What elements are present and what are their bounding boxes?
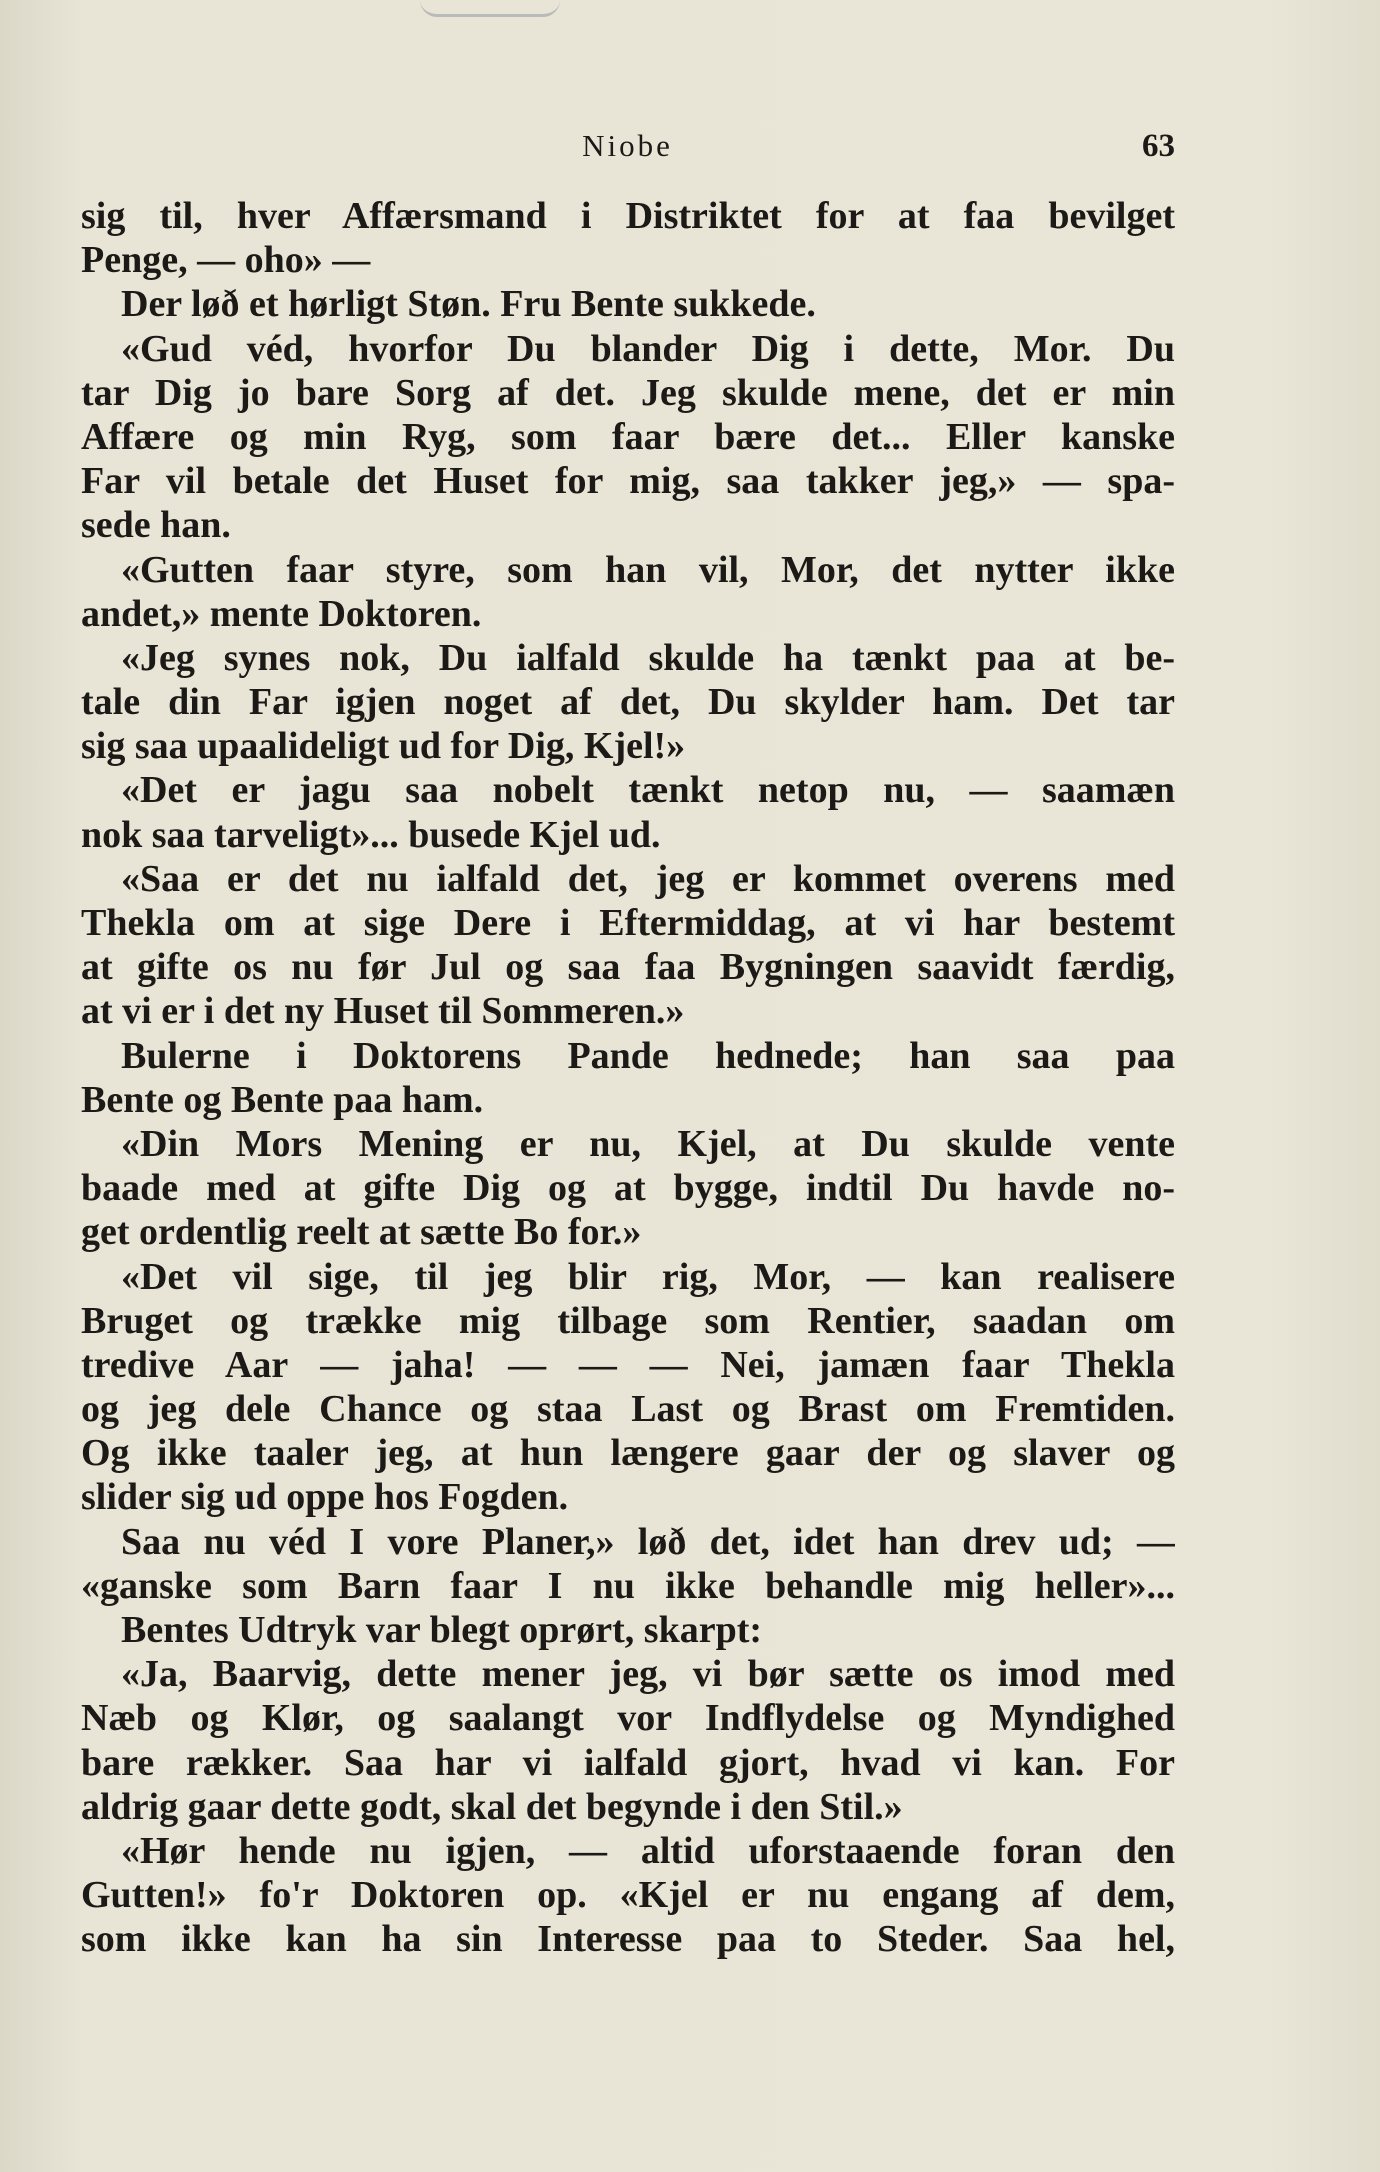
text-line: Bulerne i Doktorens Pande hednede; han saa paa — [121, 1034, 1175, 1077]
body-text — [81, 194, 1175, 1962]
text-line: Far vil betale det Huset for mig, saa takker jeg,» — spa- — [81, 460, 1175, 503]
text-line: «Gutten faar styre, som han vil, Mor, det nytter ikke — [121, 548, 1175, 591]
text-line: baade med at gifte Dig og at bygge, indtil Du havde no- — [81, 1167, 1175, 1210]
text-line: sede han. — [81, 504, 231, 547]
text-line: Gutten!» fo'r Doktoren op. «Kjel er nu engang af dem, — [81, 1874, 1175, 1917]
text-line: «Det er jagu saa nobelt tænkt netop nu, — saamæn — [121, 769, 1175, 812]
text-line: tale din Far igjen noget af det, Du skylder ham. Det tar — [81, 681, 1175, 724]
text-line: «ganske som Barn faar I nu ikke behandle mig heller»... — [81, 1564, 1175, 1607]
text-line: Affære og min Ryg, som faar bære det... Eller kanske — [81, 415, 1175, 458]
text-line: get ordentlig reelt at sætte Bo for.» — [81, 1211, 642, 1254]
page-number: 63 — [1142, 128, 1175, 164]
text-line: slider sig ud oppe hos Fogden. — [81, 1476, 569, 1519]
text-line: Penge, — oho» — — [81, 239, 371, 282]
text-line: og jeg dele Chance og staa Last og Brast om Fremtiden. — [81, 1388, 1175, 1431]
text-line: bare rækker. Saa har vi ialfald gjort, hvad vi kan. For — [81, 1741, 1175, 1784]
text-line: Thekla om at sige Dere i Eftermiddag, at vi har bestemt — [81, 902, 1175, 944]
text-line: «Saa er det nu ialfald det, jeg er kommet overens med — [121, 857, 1175, 900]
text-line: «Det vil sige, til jeg blir rig, Mor, — kan realisere — [121, 1255, 1175, 1298]
text-line: «Hør hende nu igjen, — altid uforstaaende foran den — [121, 1829, 1175, 1872]
text-line: tar Dig jo bare Sorg af det. Jeg skulde mene, det er min — [81, 371, 1175, 414]
text-line: aldrig gaar dette godt, skal det begynde i den Stil.» — [81, 1785, 903, 1828]
text-line: «Gud véd, hvorfor Du blander Dig i dette, Mor. Du — [121, 327, 1175, 370]
text-line: Der løð et hørligt Støn. Fru Bente sukkede. — [121, 283, 816, 326]
running-title: Niobe — [582, 128, 673, 163]
text-line: tredive Aar — jaha! — — — Nei, jamæn faar Thekla — [81, 1343, 1175, 1386]
text-line: Bentes Udtryk var blegt oprørt, skarpt: — [121, 1609, 763, 1651]
text-line: Saa nu véd I vore Planer,» løð det, idet han drev ud; — — [121, 1520, 1175, 1563]
text-line: nok saa tarveligt»... busede Kjel ud. — [81, 813, 661, 856]
text-line: sig saa upaalideligt ud for Dig, Kjel!» — [81, 725, 686, 768]
page-header — [80, 126, 1175, 166]
text-line: «Din Mors Mening er nu, Kjel, at Du skulde vente — [121, 1122, 1175, 1165]
text-line: «Ja, Baarvig, dette mener jeg, vi bør sætte os imod med — [121, 1653, 1175, 1696]
text-line: at vi er i det ny Huset til Sommeren.» — [81, 990, 685, 1033]
text-line: sig til, hver Affærsmand i Distriktet for at faa bevilget — [81, 195, 1175, 237]
text-line: Næb og Klør, og saalangt vor Indflydelse og Myndighed — [81, 1697, 1175, 1740]
text-line: Og ikke taaler jeg, at hun længere gaar der og slaver og — [81, 1432, 1175, 1475]
text-line: Bente og Bente paa ham. — [81, 1078, 484, 1121]
text-line: som ikke kan ha sin Interesse paa to Steder. Saa hel, — [81, 1918, 1175, 1961]
text-line: at gifte os nu før Jul og saa faa Bygningen saavidt færdig, — [81, 946, 1175, 989]
page-edge-mark — [420, 0, 560, 17]
text-line: Bruget og trække mig tilbage som Rentier, saadan om — [81, 1299, 1175, 1342]
text-line: andet,» mente Doktoren. — [81, 592, 482, 635]
text-line: «Jeg synes nok, Du ialfald skulde ha tænkt paa at be- — [121, 636, 1175, 679]
